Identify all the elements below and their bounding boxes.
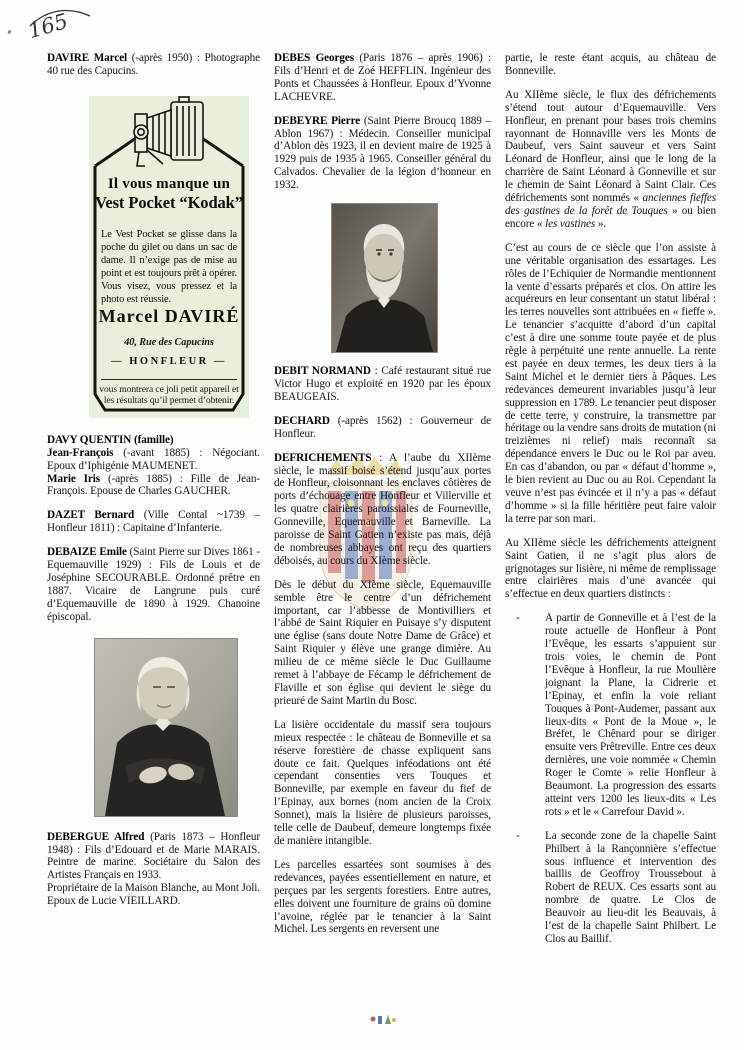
defrichements-paragraph-4: Les parcelles essartées sont soumises à des redevances, payées essentiellement en nature, et perçues par les sergents forestiers. Entre autres, elles doivent une fourniture de grains où domine l’avoine, réglée par le tenancier à la Saint Michel. Les sergents en reversent une bbox=[274, 858, 491, 936]
kodak-advertisement bbox=[89, 96, 249, 418]
entry-text: : Café restaurant situé rue Victor Hugo et exploité en 1920 par les époux BEAUGEAIS. bbox=[274, 365, 491, 403]
column-left bbox=[47, 52, 260, 957]
entry-davy-quentin bbox=[47, 434, 260, 499]
entry-text: (Saint Pierre Broucq 1889 – Ablon 1967) : Médecin. Conseiller municipal d’Ablon dès 1923, il en devient maire de 1925 à 1929 puis de 1935 à 1965. Conseiller général du Calvados. Chevalier de la légion d’honneur en 1932. bbox=[274, 114, 491, 192]
defrichements-paragraph-5 bbox=[505, 89, 716, 231]
color-stamp-mark bbox=[366, 1010, 400, 1032]
pen-speck bbox=[7, 30, 12, 35]
member-name: Marie Iris bbox=[47, 472, 100, 485]
ad-address: 40, Rue des Capucins bbox=[124, 336, 214, 348]
member-text: (-avant 1885) : Négociant. Epoux d’Iphigénie MAUMENET. bbox=[47, 446, 261, 472]
entry-name: DAVIRE Marcel bbox=[47, 52, 128, 64]
entry-debergue bbox=[47, 831, 260, 908]
entry-name: DAVY QUENTIN (famille) bbox=[47, 433, 174, 446]
three-column-text-block bbox=[47, 52, 716, 957]
entry-name: DEBES Georges bbox=[274, 52, 355, 64]
list-item-text: A partir de Gonneville et à l’est de la route actuelle de Honfleur à Pont l’Evêque, les essarts s’appuient sur trois voies, le chemin de Pont l’Evêque à Honfleur, la rue Moulière joignant la Plane, la Cidrerie et l’Epinay, et enfin la voie reliant Touques à Pont-Audemer, passant aux lieux-dits « Pont de la Moue », le Bréfet, le Chênard pour se diriger ensuite vers Prêtreville. Entre ces deux dernières, une voie nommée « Chemin Roger le Comte » relie Honfleur à Beaumont. La progression des essarts atteint vers 1200 les lieux-dits « Les rots » et le « Carrefour David ». bbox=[545, 612, 716, 818]
defrichements-paragraph-2: Dès le début du XIème siècle, Equemauville semble être le centre d’un défrichement important, car l’abbesse de Montivilliers et l’abbé de Saint Riquier en Puisaye s’y disputent une église (sans doute Notre Dame de Grâce) et Saint Riquier y élève une grange dimière. Au milieu de ce même siècle le Duc Guillaume remet à l’abbaye de Fécamp le défrichement de Flaville et son église qui devient le siège du prieuré de Saint Martin du Bosc. bbox=[274, 578, 491, 707]
entry-text-line2: Propriétaire de la Maison Blanche, au Mont Joli. bbox=[47, 882, 260, 895]
davy-member-2 bbox=[47, 473, 260, 499]
entry-name: DEBEYRE Pierre bbox=[274, 114, 361, 127]
entry-name: DEFRICHEMENTS bbox=[274, 451, 372, 464]
list-item-zone-1 bbox=[505, 612, 716, 819]
portrait-photo-bearded-man bbox=[331, 203, 438, 353]
entry-dechard bbox=[274, 415, 491, 441]
ad-headline-2: Vest Pocket “Kodak” bbox=[95, 192, 243, 212]
column-right bbox=[505, 52, 716, 957]
entry-text: (Saint Pierre sur Dives 1861 - Equemauville 1929) : Fils de Louis et de Joséphine SECOURABLE. Ordonné prêtre en 1887. Vicaire de Langrune puis curé d’Equemauville de 1890 à 1929. Chanoine épiscopal. bbox=[47, 546, 261, 623]
entry-name: DECHARD bbox=[274, 414, 330, 427]
entry-debes bbox=[274, 52, 491, 104]
paragraph-text: » ou bien encore « bbox=[505, 204, 716, 230]
entry-text: (-après 1950) : Photographe 40 rue des Capucins. bbox=[47, 52, 260, 77]
defrichements-paragraph-3: La lisière occidentale du massif sera toujours mieux respectée : le château de Bonneville et sa réserve forestière de chasse expliquent sans doute ce fait. Quelques inféodations ont été cependant consenties vers Touques et Bonneville, par exemple en faveur du fief de l’Epinay, aux bornes (nom ancien de la Croix Sonnet), mais la lisière de plusieurs paroisses, telle celle de Daubeuf, demeure longtemps fixée de manière intangible. bbox=[274, 718, 491, 847]
entry-name: DAZET Bernard bbox=[47, 509, 135, 522]
entry-debit-normand bbox=[274, 365, 491, 404]
paragraph-text: Au XIIème siècle, le flux des défrichements s’étend tout autour d’Equemauville. Vers Honfleur, en prenant pour bases trois chemins rayonnant de Honnaville vers les Monts de Daubeuf, vers Saint sauveur et vers Saint Léonard de Honfleur, ainsi que le long de la charrière de Saint Léonard à Gonneville et sur le chemin de Saint Léonard à Saint Clair. Ces défrichements sont nommés « bbox=[505, 88, 716, 205]
folding-camera-icon bbox=[134, 97, 203, 166]
paragraph-text: ». bbox=[595, 217, 607, 230]
entry-davire bbox=[47, 52, 260, 78]
list-item-text: La seconde zone de la chapelle Saint Philbert à la Rançonnière s’effectue sous influence et intervention des baillis de Geoffroy Troussebout à Robert de REUX. Ces essarts sont au nombre de quatre. Le Clos de Beauvoir au lieu-dit les Beauvais, à l’est de la chapelle Saint Philbert. Le Clos au Baillif. bbox=[545, 829, 716, 945]
list-item-zone-2 bbox=[505, 830, 716, 946]
entry-text: (Paris 1873 – Honfleur 1948) : Fils d’Edouard et de Marie MARAIS. Peintre de marine. Sociétaire du Salon des Artistes Français en 1933. bbox=[47, 830, 260, 882]
handwritten-page-number bbox=[16, 4, 106, 48]
column-middle bbox=[274, 52, 491, 957]
italic-quote-1: anciennes fieffes des gastines de la forêt de Touques bbox=[505, 192, 716, 217]
entry-name: DEBIT NORMAND bbox=[274, 365, 371, 378]
bullet-dash: - bbox=[516, 829, 520, 842]
davy-member-1 bbox=[47, 447, 260, 473]
member-name: Jean-François bbox=[47, 446, 114, 459]
bullet-dash: - bbox=[516, 612, 520, 625]
ad-divider-rule bbox=[101, 379, 237, 380]
entry-text: (-après 1562) : Gouverneur de Honfleur. bbox=[274, 414, 491, 440]
entry-text: (Ville Contal ~1739 – Honfleur 1811) : Capitaine d’Infanterie. bbox=[47, 509, 260, 535]
ad-owner-name: Marcel DAVIRÉ bbox=[98, 305, 240, 326]
member-text: (-après 1885) : Fille de Jean-François. Epouse de Charles GAUCHER. bbox=[47, 472, 260, 498]
italic-quote-2: les vastines bbox=[545, 217, 596, 230]
ad-city: — HONFLEUR — bbox=[111, 355, 227, 367]
entry-text-line3: Epoux de Lucie VIEILLARD. bbox=[47, 895, 181, 908]
entry-text: (Paris 1876 – après 1906) : Fils d’Henri et de Zoé HEFFLIN. Ingénieur des Ponts et Chaussées à Honfleur. Epoux d’Yvonne LACHEVRE. bbox=[274, 52, 491, 103]
ad-headline-1: Il vous manque un bbox=[107, 175, 231, 192]
entry-name: DEBAIZE Emile bbox=[47, 546, 127, 559]
entry-debeyre bbox=[274, 115, 491, 192]
entry-debaize bbox=[47, 546, 260, 623]
entry-name: DEBERGUE Alfred bbox=[47, 830, 145, 843]
entry-text: : A l’aube du XIIème siècle, le massif boisé s’étend jusqu’aux portes de Honfleur, cloisonnant les enclaves côtières de ports d’échouage entre Honfleur et Villerville et les quatre clairières paroissiales de Fourneville, Gonneville, Equemauville et Barneville. La paroisse de Saint Gatien n’existe pas mais, déjà de nombreuses abbayes ont reçu des quartiers déboisés, au cours du XIème siècle. bbox=[274, 451, 491, 567]
defrichements-paragraph-7: Au XIIème siècle les défrichements atteignent Saint Gatien, il ne s’agit plus alors de grignotages sur lisière, ni même de remplissage entre clairières mais d’une avancée qui s’effectue en deux quartiers distincts : bbox=[505, 536, 716, 601]
defrichements-paragraph-6: C’est au cours de ce siècle que l’on assiste à une véritable organisation des essartages. Les rôles de l’Echiquier de Normandie mentionnent la vente d’essarts préparés et clos. On attire les acquéreurs en leur consentant un statut libéral : les terres nouvelles sont attribuées en « fieffe ». Le tenancier s’acquitte d’abord d’un capital c’est à dire une somme toute payée et de plus règle à perpétuité une rente annuelle. La rente est payée en deux termes, les deux tiers à la Saint Michel et le dernier tiers à Pâques. Les redevances demeurent invariables jusqu’à leur suppression en 1789. Le tenancier peut disposer de cette terre, y construire, la transmettre par héritage ou la vendre sans droits de mutation (ni treizièmes ni relief) mais reconnaît sa dépendance envers le Duc ou le Roi par aveu. En cas d’abandon, ou par « défaut d’homme », le bien revient au Duc ou au Roi. Cependant la veuve n’est pas évincée et il n’y a pas « défaut d’homme » si la fille héritière peut faire valoir la terre par son mari. bbox=[505, 241, 716, 525]
portrait-photo-priest bbox=[94, 638, 238, 817]
entry-dazet bbox=[47, 509, 260, 535]
ad-body-text: Le Vest Pocket se glisse dans la poche du gilet ou dans un sac de dame. Il n’exige pas de mise au point et est toujours prêt à opérer. Vous visez, vous pressez et la photo est réussie. bbox=[101, 228, 237, 305]
ad-footer-text: vous montrera ce joli petit appareil et les résultats qu’il permet d’obtenir. bbox=[99, 383, 239, 407]
page-number-text: 165 bbox=[25, 8, 71, 44]
entry-defrichements bbox=[274, 452, 491, 568]
continuation-paragraph-1: partie, le reste étant acquis, au château de Bonneville. bbox=[505, 52, 716, 77]
